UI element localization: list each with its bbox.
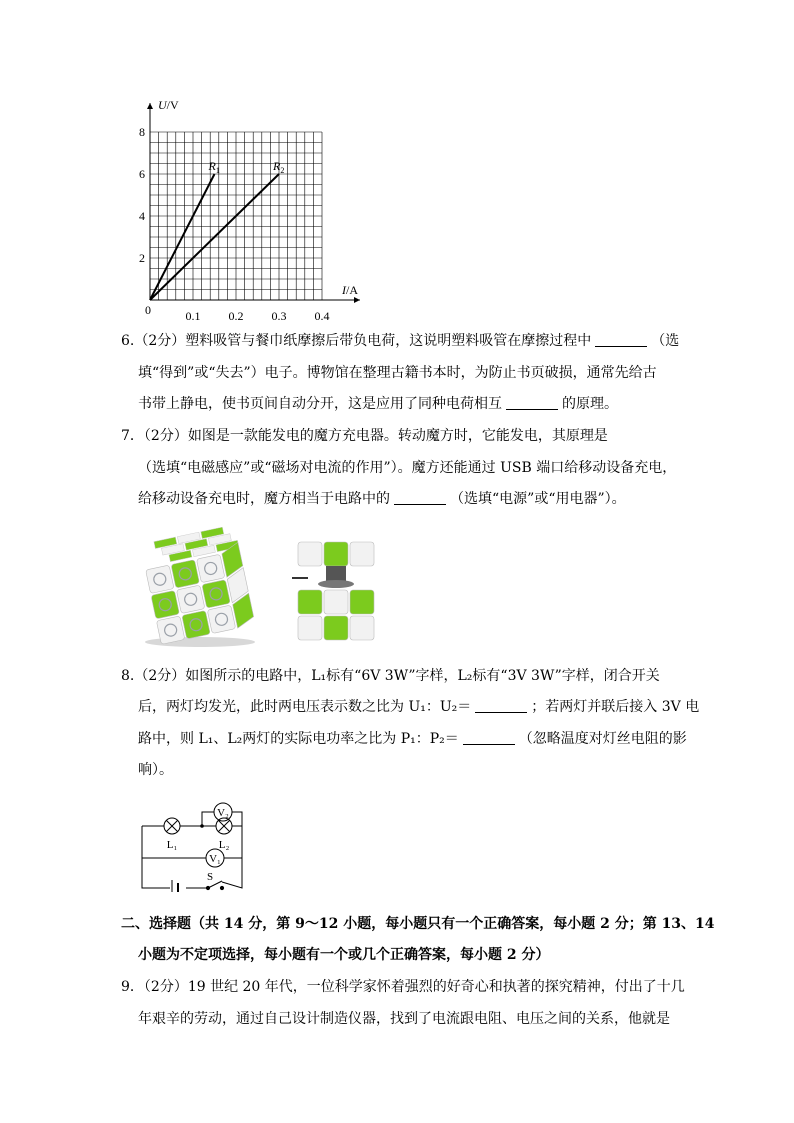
x-axis-arrow bbox=[354, 297, 360, 303]
q6-line3: 书带上静电，使书页间自动分开，这是应用了同种电荷相互 的原理。 bbox=[138, 396, 618, 412]
q7-blank1[interactable] bbox=[394, 490, 446, 505]
section2-line1: 二、选择题（共 14 分，第 9～12 小题，每小题只有一个正确答案，每小题 2 分；第 13、14 bbox=[121, 916, 715, 932]
u-i-graph bbox=[130, 95, 370, 325]
q6-blank2[interactable] bbox=[506, 395, 558, 410]
magic-cube-charger-image bbox=[140, 520, 390, 648]
q8-blank2[interactable] bbox=[463, 730, 515, 745]
q8-line2: 后，两灯均发光，此时两电压表示数之比为 U₁：U₂＝ ；若两灯并联后接入 3V 电 bbox=[138, 699, 700, 715]
q8-line3: 路中，则 L₁、L₂两灯的实际电功率之比为 P₁：P₂＝ （忽略温度对灯丝电阻的影 bbox=[138, 731, 687, 747]
y-tick-label: 2 bbox=[139, 251, 145, 265]
q8-blank1[interactable] bbox=[475, 698, 527, 713]
series-label-r1: $R_1$ bbox=[208, 159, 220, 175]
origin-label: 0 bbox=[145, 303, 151, 317]
q8-line4: 响）。 bbox=[138, 762, 173, 778]
switch-label: S bbox=[206, 871, 214, 883]
q6-line1: 6.（2分）塑料吸管与餐巾纸摩擦后带负电荷，这说明塑料吸管在摩擦过程中 （选 bbox=[121, 333, 680, 349]
x-tick-label: 0.4 bbox=[314, 309, 330, 323]
section2-line2: 小题为不定项选择，每小题有一个或几个正确答案，每小题 2 分） bbox=[138, 947, 550, 963]
rotating-cube-picture bbox=[140, 525, 255, 645]
y-tick-label: 4 bbox=[139, 209, 145, 223]
x-tick-label: 0.2 bbox=[228, 309, 244, 323]
y-axis-label: U/V bbox=[158, 98, 179, 112]
q6-blank1[interactable] bbox=[595, 332, 647, 347]
q7-line3: 给移动设备充电时，魔方相当于电路中的 （选填“电源”或“用电器”）。 bbox=[138, 491, 626, 507]
q7-line2: （选填“电磁感应”或“磁场对电流的作用”）。魔方还能通过 USB 端口给移动设备充电， bbox=[138, 460, 677, 476]
l1-label: L₁ bbox=[166, 839, 178, 851]
q8-line1: 8.（2分）如图所示的电路中，L₁标有“6V 3W”字样，L₂标有“3V 3W”字样，闭合开关 bbox=[121, 668, 660, 684]
y-tick-label: 6 bbox=[139, 167, 145, 181]
circuit-diagram bbox=[130, 792, 260, 892]
v2-label: V₂ bbox=[217, 807, 229, 819]
x-tick-label: 0.1 bbox=[185, 309, 201, 323]
q7-line1: 7．（2分）如图是一款能发电的魔方充电器。转动魔方时，它能发电，其原理是 bbox=[121, 428, 608, 444]
series-label-r2: $R_2$ bbox=[273, 159, 285, 175]
opened-cube-picture bbox=[292, 542, 374, 640]
v1-label: V₁ bbox=[209, 853, 221, 865]
l2-label: L₂ bbox=[218, 839, 230, 851]
y-axis-arrow bbox=[147, 103, 153, 109]
q6-line2: 填“得到”或“失去”）电子。博物馆在整理古籍书本时，为防止书页破损，通常先给古 bbox=[138, 365, 657, 381]
q9-line1: 9．（2分）19 世纪 20 年代，一位科学家怀着强烈的好奇心和执著的探究精神，付出了十几 bbox=[121, 979, 685, 995]
x-axis-label: I/A bbox=[342, 283, 358, 297]
x-tick-label: 0.3 bbox=[271, 309, 287, 323]
y-tick-label: 8 bbox=[139, 125, 145, 139]
q9-line2: 年艰辛的劳动，通过自己设计制造仪器，找到了电流跟电阻、电压之间的关系，他就是 bbox=[138, 1011, 670, 1027]
